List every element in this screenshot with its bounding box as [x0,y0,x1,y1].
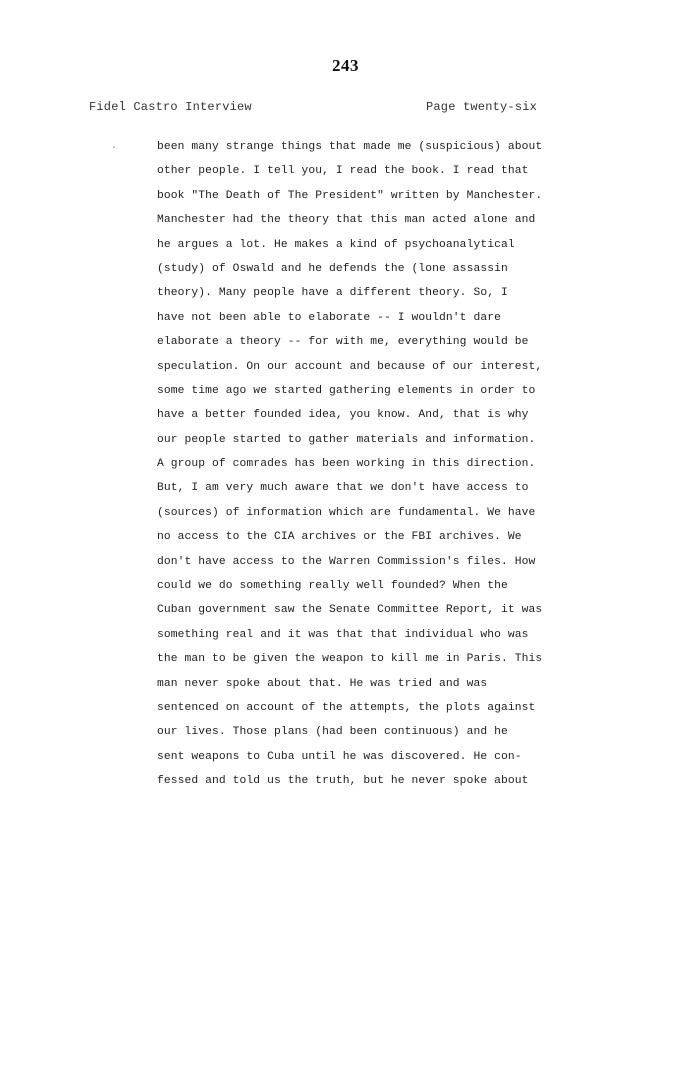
body-line: Cuban government saw the Senate Committee Report, it was [157,604,543,617]
body-line: don't have access to the Warren Commission's files. How [157,555,536,568]
document-title-header: Fidel Castro Interview [89,100,252,114]
body-line: fessed and told us the truth, but he never spoke about [157,775,529,788]
body-line: A group of comrades has been working in this direction. [157,458,536,471]
margin-mark: · [111,143,118,154]
body-line: book "The Death of The President" written by Manchester. [157,189,543,202]
body-line: no access to the CIA archives or the FBI archives. We [157,531,522,544]
body-line: have not been able to elaborate -- I wouldn't dare [157,311,501,324]
body-line: have a better founded idea, you know. And, that is why [157,409,529,422]
body-line: some time ago we started gathering elements in order to [157,384,536,397]
body-text [157,139,577,798]
body-line: our lives. Those plans (had been continuous) and he [157,726,508,739]
page-label-header: Page twenty-six [426,100,538,114]
body-line: the man to be given the weapon to kill me in Paris. This [157,653,543,666]
body-line: could we do something really well founded? When the [157,580,508,593]
body-line: our people started to gather materials and information. [157,433,536,446]
body-line: But, I am very much aware that we don't have access to [157,482,529,495]
body-line: sent weapons to Cuba until he was discovered. He con- [157,750,522,763]
body-line: he argues a lot. He makes a kind of psychoanalytical [157,238,515,251]
body-line: (sources) of information which are fundamental. We have [157,506,536,519]
body-line: theory). Many people have a different theory. So, I [157,287,508,300]
body-line: been many strange things that made me (suspicious) about [157,141,543,153]
body-line: Manchester had the theory that this man acted alone and [157,214,536,227]
body-line: elaborate a theory -- for with me, everything would be [157,336,529,349]
page-number: 243 [332,56,359,75]
body-line: speculation. On our account and because of our interest, [157,360,543,373]
body-line: man never spoke about that. He was tried and was [157,677,488,690]
body-line: (study) of Oswald and he defends the (lone assassin [157,262,508,275]
body-line: sentenced on account of the attempts, the plots against [157,701,536,714]
body-line: other people. I tell you, I read the book. I read that [157,165,529,178]
body-line: something real and it was that that individual who was [157,628,529,641]
